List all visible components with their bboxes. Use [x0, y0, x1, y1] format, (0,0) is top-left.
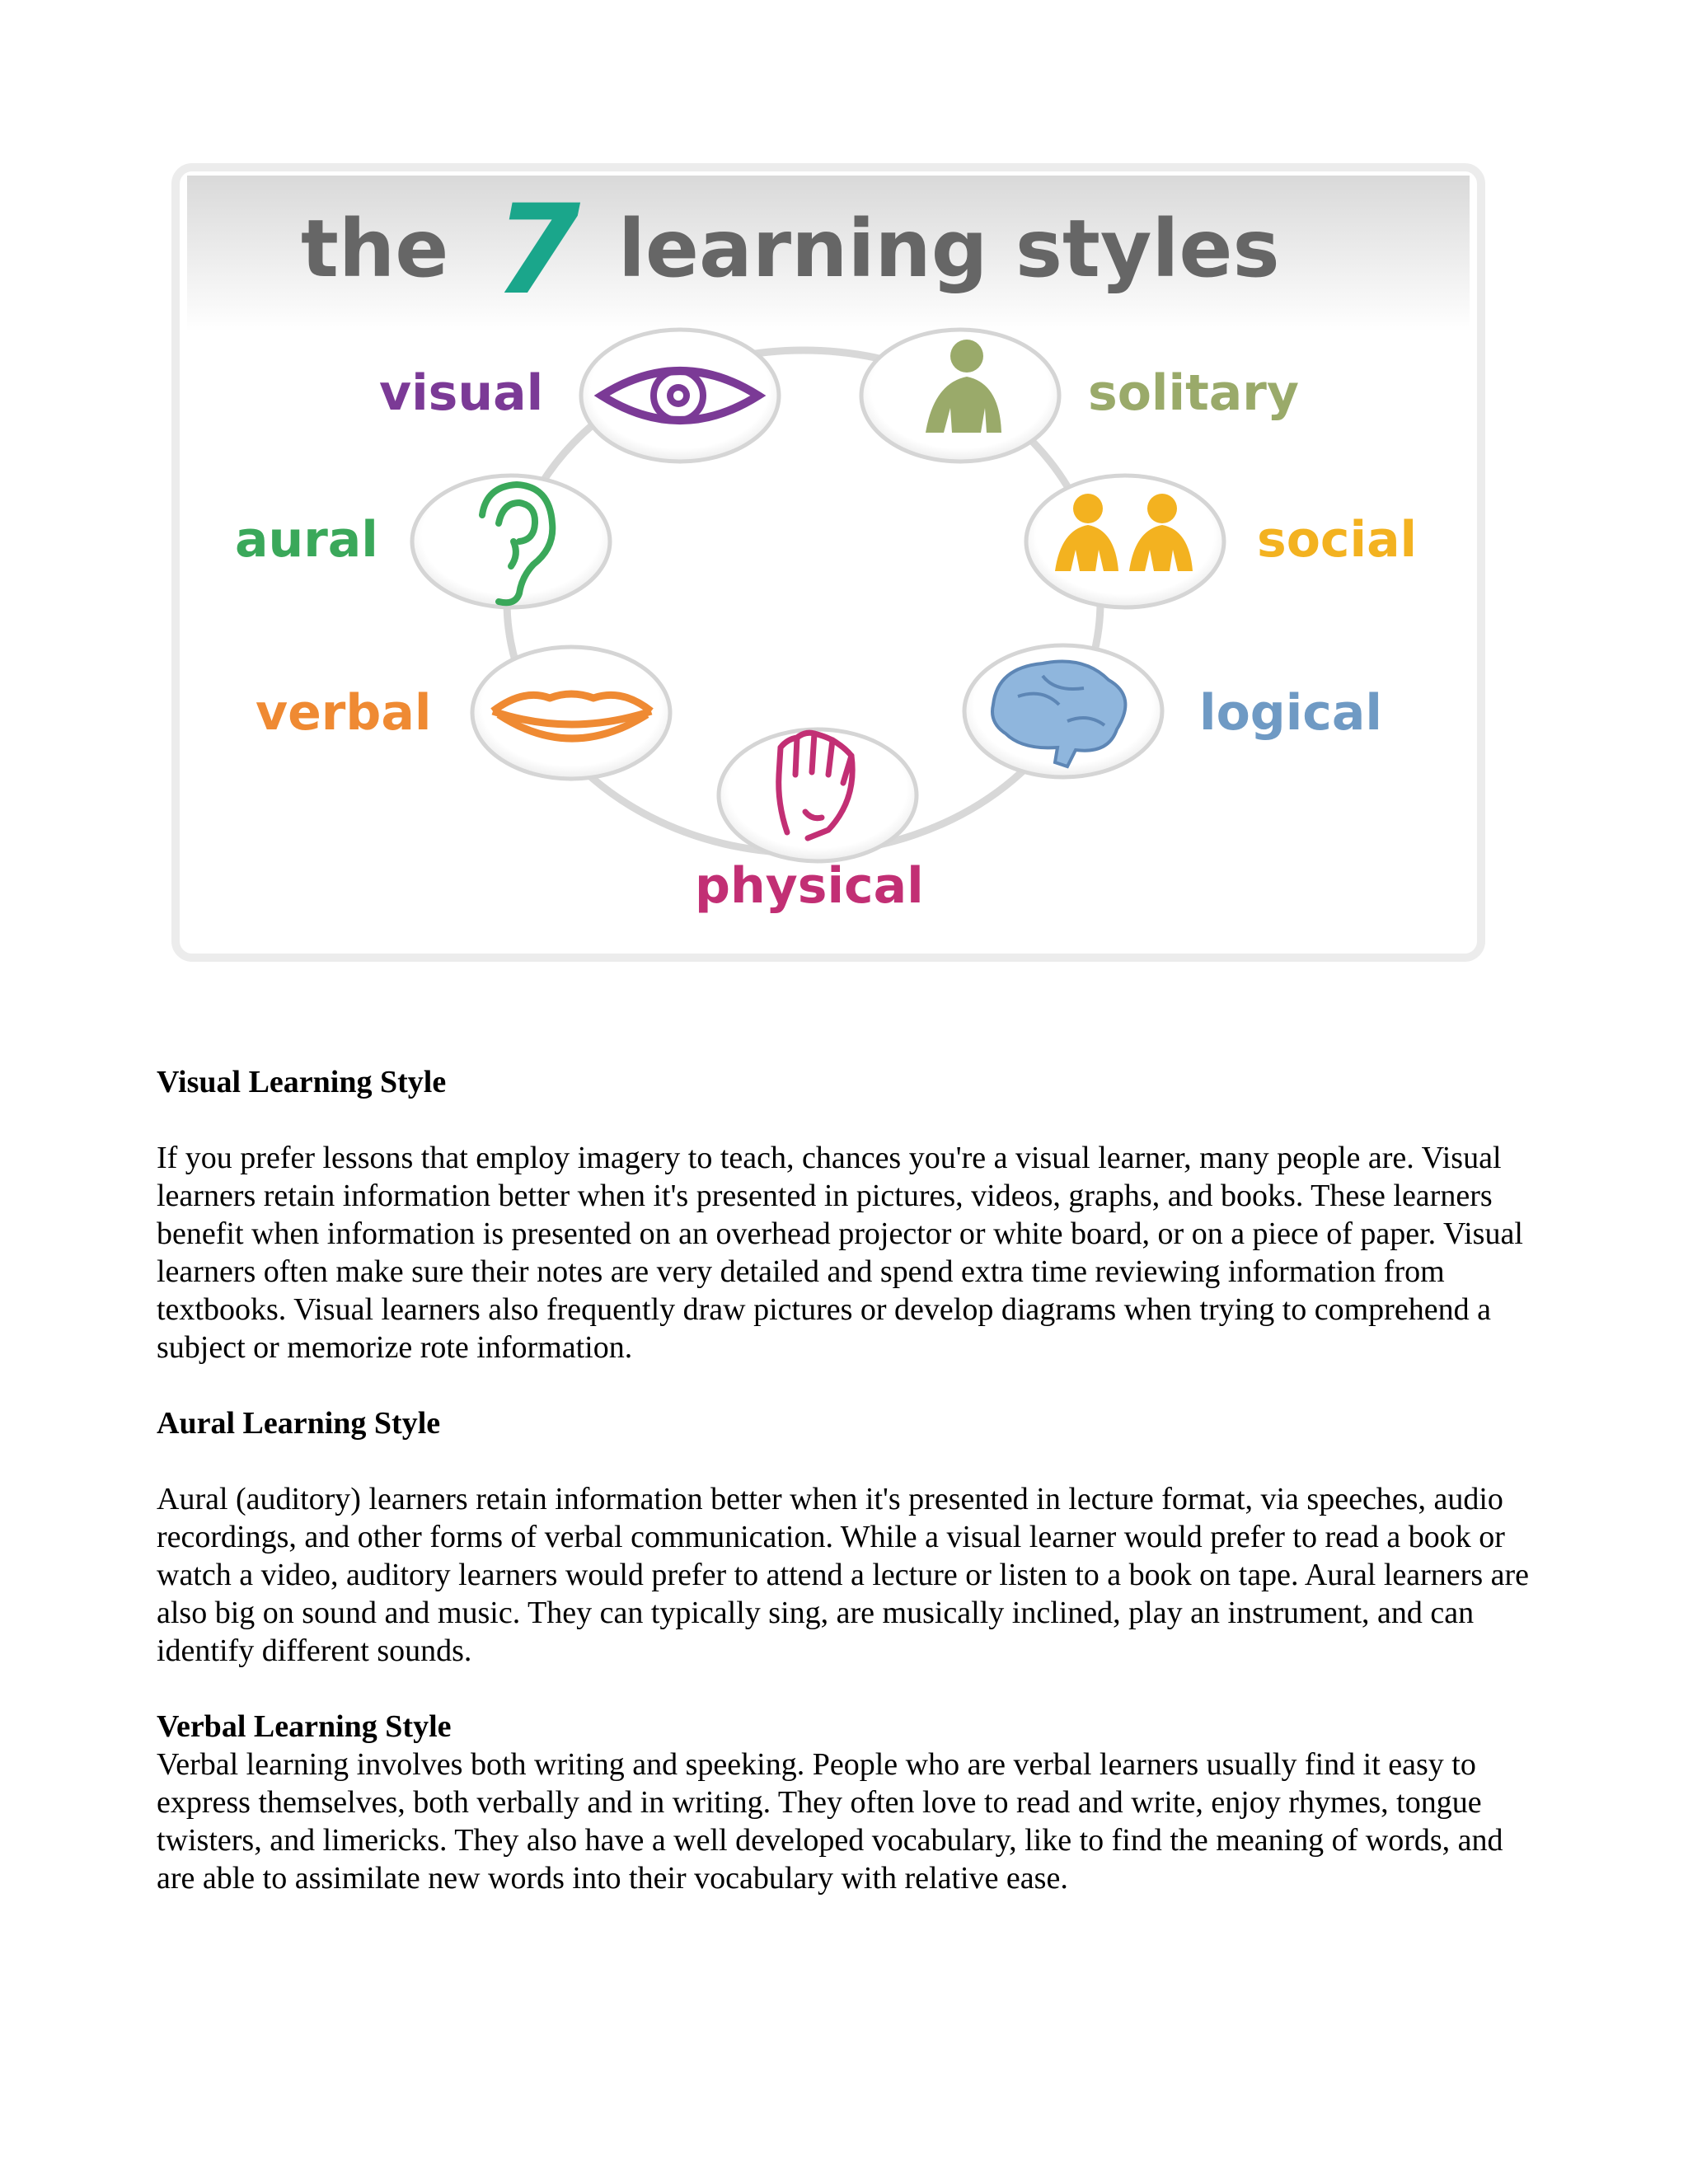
section-body-verbal: Verbal learning involves both writing and speeking. People who are verbal learners usually find it easy to express themselves, both verbally and in writing. They often love to read and write, enjoy rhymes, tongue twisters, and limericks. They also have a well developed vocabulary, like to find the meaning of words, and are able to assimilate new words into their vocabulary with relative ease. — [157, 1747, 1503, 1896]
section-body-visual: If you prefer lessons that employ imagery to teach, chances you're a visual learner, many people are. Visual learners retain information better when it's presented in pictures, videos, graphs, and books. These learners benefit when information is presented on an overhead projector or white board, or on a piece of paper. Visual learners often make sure their notes are very detailed and spend extra time reviewing information from textbooks. Visual learners also frequently draw pictures or develop diagrams when trying to comprehend a subject or memorize rote information. — [157, 1141, 1523, 1365]
learning-styles-diagram — [169, 161, 1488, 964]
style-label-solitary: solitary — [1088, 364, 1299, 422]
section-heading-aural: Aural Learning Style — [157, 1406, 441, 1441]
document-body — [157, 1063, 1541, 1897]
style-label-aural: aural — [235, 511, 378, 569]
style-label-physical: physical — [695, 857, 924, 915]
diagram-title-number: 7 — [495, 179, 581, 322]
style-label-visual: visual — [379, 364, 544, 422]
section-body-aural: Aural (auditory) learners retain information better when it's presented in lecture format, via speeches, audio recordings, and other forms of verbal communication. While a visual learner would prefer to read a book or watch a video, auditory learners would prefer to attend a lecture or listen to a book on tape. Aural learners are also big on sound and music. They can typically sing, are musically inclined, play an instrument, and can identify different sounds. — [157, 1482, 1530, 1668]
section-heading-verbal: Verbal Learning Style — [157, 1709, 452, 1744]
style-label-social: social — [1257, 511, 1418, 569]
style-label-logical: logical — [1199, 684, 1382, 742]
diagram-title-suffix: learning styles — [618, 203, 1280, 295]
diagram-title-prefix: the — [301, 203, 449, 295]
section-heading-visual: Visual Learning Style — [157, 1065, 447, 1099]
style-label-verbal: verbal — [256, 684, 432, 742]
